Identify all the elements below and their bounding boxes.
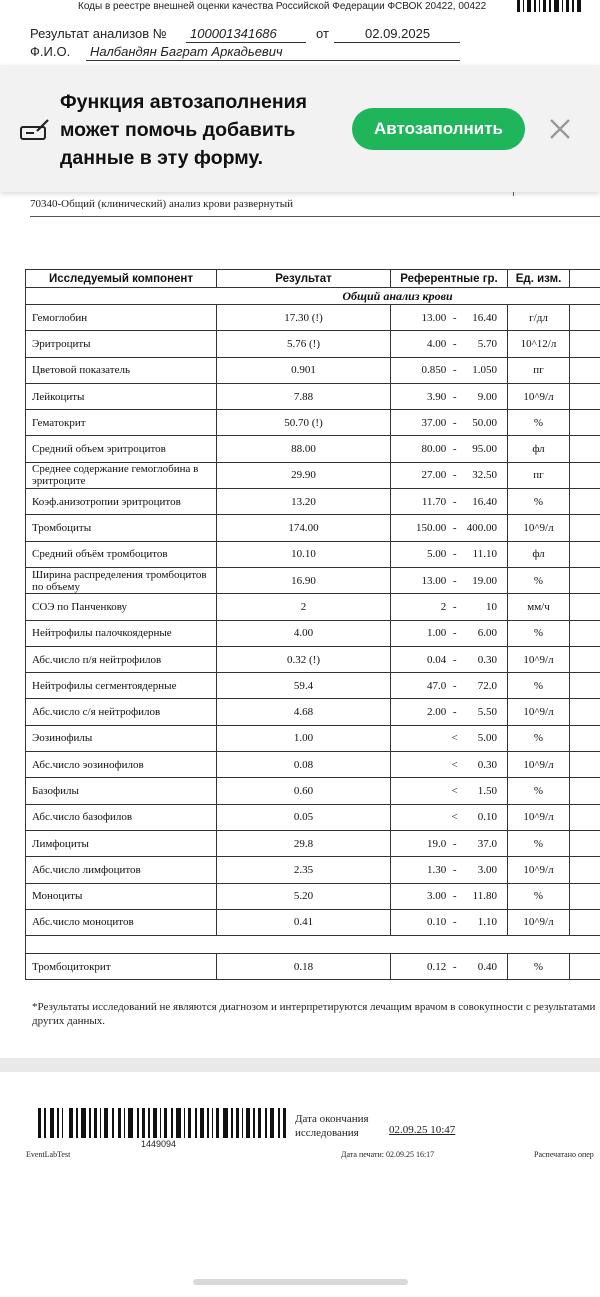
ref-low <box>414 785 446 797</box>
reference-range <box>391 541 508 567</box>
component-name: Моноциты <box>26 883 217 909</box>
component-name: Нейтрофилы палочкоядерные <box>26 620 217 646</box>
ref-sep: - <box>452 890 457 903</box>
extra-cell <box>570 883 600 909</box>
table-row <box>26 883 600 909</box>
ref-low: 2.00 <box>426 706 447 719</box>
unit: г/дл <box>508 305 570 331</box>
extra-cell <box>570 954 600 980</box>
ref-high: 5.50 <box>477 706 497 719</box>
reference-range <box>391 804 508 830</box>
extra-cell <box>570 541 600 567</box>
ref-sep: - <box>452 863 457 876</box>
reference-range <box>391 620 508 646</box>
result-label: Результат анализов № <box>30 26 167 41</box>
autofill-banner <box>0 65 600 192</box>
ref-high: 11.10 <box>472 548 497 561</box>
extra-cell <box>570 909 600 935</box>
ref-high: 0.40 <box>477 960 497 973</box>
extra-cell <box>570 357 600 383</box>
lab-name: EventLabTest <box>26 1150 71 1159</box>
result-value: 29.90 <box>217 462 391 488</box>
ref-high: 1.10 <box>477 916 497 929</box>
unit: 10^9/л <box>508 515 570 541</box>
table-row <box>26 541 600 567</box>
ref-sep: < <box>451 811 458 824</box>
unit: 10^9/л <box>508 752 570 778</box>
ref-low: 0.04 <box>426 653 447 666</box>
reference-range <box>391 305 508 331</box>
ref-high: 0.30 <box>477 758 497 771</box>
reference-range <box>391 883 508 909</box>
ref-high: 72.0 <box>477 679 497 692</box>
table-row <box>26 383 600 409</box>
unit: % <box>508 830 570 856</box>
result-number: 100001341686 <box>190 26 277 41</box>
component-name: Средний объем эритроцитов <box>26 436 217 462</box>
unit: фл <box>508 541 570 567</box>
result-value: 0.18 <box>217 954 391 980</box>
ref-high: 0.30 <box>477 653 497 666</box>
component-name: Абс.число эозинофилов <box>26 752 217 778</box>
ref-high: 37.0 <box>477 837 497 850</box>
extra-cell <box>570 830 600 856</box>
result-value: 10.10 <box>217 541 391 567</box>
ref-high: 32.50 <box>472 469 497 482</box>
component-name: Лейкоциты <box>26 383 217 409</box>
from-label: от <box>316 26 329 41</box>
result-value: 88.00 <box>217 436 391 462</box>
ref-sep: - <box>452 495 457 508</box>
ref-high: 0.10 <box>477 811 497 824</box>
header-unit: Ед. изм. <box>508 270 570 288</box>
extra-cell <box>570 567 600 593</box>
unit: 10^9/л <box>508 804 570 830</box>
ref-high: 50.00 <box>472 416 497 429</box>
extra-cell <box>570 436 600 462</box>
ref-low: 1.00 <box>426 627 447 640</box>
reference-range <box>391 699 508 725</box>
ref-high: 6.00 <box>477 627 497 640</box>
ref-low: 3.90 <box>426 390 447 403</box>
ref-sep: < <box>451 784 458 797</box>
ref-sep: < <box>451 732 458 745</box>
results-table <box>25 269 600 980</box>
barcode-number: 1449094 <box>141 1139 177 1149</box>
unit: % <box>508 778 570 804</box>
ref-sep: - <box>452 653 457 666</box>
unit: % <box>508 883 570 909</box>
table-row <box>26 620 600 646</box>
autofill-button[interactable]: Автозаполнить <box>352 108 525 150</box>
fio-label: Ф.И.О. <box>30 44 71 59</box>
reference-range <box>391 909 508 935</box>
ref-sep: - <box>452 574 457 587</box>
ref-high: 9.00 <box>477 390 497 403</box>
result-value: 50.70 (!) <box>217 410 391 436</box>
extra-cell <box>570 305 600 331</box>
ref-sep: - <box>452 706 457 719</box>
reference-range <box>391 567 508 593</box>
page-divider <box>0 1058 600 1072</box>
unit: 10^9/л <box>508 383 570 409</box>
extra-cell <box>570 673 600 699</box>
table-row <box>26 646 600 672</box>
printed-by: Распечатано опер <box>534 1150 594 1159</box>
component-name: Коэф.анизотропии эритроцитов <box>26 489 217 515</box>
ref-high: 1.050 <box>472 364 497 377</box>
extra-cell <box>570 752 600 778</box>
result-value: 17.30 (!) <box>217 305 391 331</box>
table-row <box>26 954 600 980</box>
unit: 10^9/л <box>508 909 570 935</box>
ref-high: 11.80 <box>472 890 497 903</box>
ref-low: 19.0 <box>426 837 447 850</box>
ref-low: 3.00 <box>426 890 447 903</box>
result-value: 0.901 <box>217 357 391 383</box>
extra-cell <box>570 646 600 672</box>
table-row <box>26 778 600 804</box>
end-date: 02.09.25 10:47 <box>389 1124 456 1136</box>
header-component: Исследуемый компонент <box>26 270 217 288</box>
component-name: Цветовой показатель <box>26 357 217 383</box>
section-title: Общий анализ крови <box>26 288 600 305</box>
unit: мм/ч <box>508 594 570 620</box>
unit: % <box>508 673 570 699</box>
extra-cell <box>570 410 600 436</box>
reference-range <box>391 954 508 980</box>
extra-cell <box>570 331 600 357</box>
table-row <box>26 357 600 383</box>
reference-range <box>391 646 508 672</box>
ref-high: 10 <box>486 600 497 613</box>
ref-low: 37.00 <box>421 416 447 429</box>
table-row <box>26 489 600 515</box>
ref-sep: - <box>452 627 457 640</box>
reference-range <box>391 857 508 883</box>
ref-sep: - <box>452 960 457 973</box>
barcode <box>38 1108 286 1138</box>
table-row <box>26 857 600 883</box>
result-value: 0.60 <box>217 778 391 804</box>
header-reference: Референтные гр. <box>391 270 508 288</box>
header-extra <box>570 270 600 288</box>
result-value: 2 <box>217 594 391 620</box>
result-value: 4.00 <box>217 620 391 646</box>
ref-low: 80.00 <box>421 443 447 456</box>
home-indicator[interactable] <box>193 1279 408 1285</box>
ref-sep: - <box>452 522 457 535</box>
ref-high: 400.00 <box>466 522 497 535</box>
ref-low: 13.00 <box>421 311 447 324</box>
result-value: 0.32 (!) <box>217 646 391 672</box>
ref-sep: - <box>452 416 457 429</box>
ref-low: 47.0 <box>426 679 447 692</box>
reference-range <box>391 830 508 856</box>
unit: % <box>508 567 570 593</box>
result-date: 02.09.2025 <box>365 26 431 41</box>
table-row <box>26 830 600 856</box>
reference-range <box>391 357 508 383</box>
component-name: Эозинофилы <box>26 725 217 751</box>
reference-range <box>391 515 508 541</box>
ref-sep: - <box>452 311 457 324</box>
ref-high: 16.40 <box>472 311 497 324</box>
reference-range <box>391 410 508 436</box>
component-name: Гемоглобин <box>26 305 217 331</box>
component-name: Абс.число моноцитов <box>26 909 217 935</box>
unit: % <box>508 725 570 751</box>
reference-range <box>391 331 508 357</box>
extra-cell <box>570 699 600 725</box>
ref-low: 2 <box>440 600 447 613</box>
ref-low: 0.12 <box>426 960 447 973</box>
extra-cell <box>570 594 600 620</box>
print-date: Дата печати: 02.09.25 16:17 <box>341 1150 435 1159</box>
ref-sep: < <box>451 758 458 771</box>
table-row <box>26 567 600 593</box>
ref-sep: - <box>452 916 457 929</box>
unit: пг <box>508 357 570 383</box>
underline <box>186 42 306 43</box>
ref-low: 5.00 <box>426 548 447 561</box>
component-name: Тромбоцитокрит <box>26 954 217 980</box>
extra-cell <box>570 620 600 646</box>
ref-sep: - <box>452 443 457 456</box>
underline <box>334 42 460 43</box>
unit: 10^9/л <box>508 857 570 883</box>
result-value: 5.20 <box>217 883 391 909</box>
table-row <box>26 410 600 436</box>
spacer-row <box>26 936 600 954</box>
reference-range <box>391 778 508 804</box>
table-row <box>26 462 600 488</box>
extra-cell <box>570 804 600 830</box>
ref-low: 0.850 <box>421 364 447 377</box>
table-row <box>26 436 600 462</box>
ref-low: 0.10 <box>426 916 447 929</box>
table-row <box>26 305 600 331</box>
component-name: Среднее содержание гемоглобина в эритроците <box>26 462 217 488</box>
component-name: Абс.число базофилов <box>26 804 217 830</box>
reference-range <box>391 673 508 699</box>
ref-sep: - <box>452 679 457 692</box>
component-name: СОЭ по Панченкову <box>26 594 217 620</box>
result-number-row <box>30 26 167 41</box>
component-name: Средний объём тромбоцитов <box>26 541 217 567</box>
ref-high: 5.70 <box>477 337 497 350</box>
ref-high: 19.00 <box>472 574 497 587</box>
result-value: 5.76 (!) <box>217 331 391 357</box>
section-row <box>26 288 600 305</box>
ref-sep: - <box>452 548 457 561</box>
end-date-label: Дата окончания исследования <box>295 1113 369 1139</box>
reference-range <box>391 383 508 409</box>
component-name: Базофилы <box>26 778 217 804</box>
unit: % <box>508 410 570 436</box>
autofill-message: Функция автозаполнения может помочь добавить данные в эту форму. <box>60 91 307 169</box>
table-row <box>26 673 600 699</box>
unit: 10^9/л <box>508 699 570 725</box>
result-value: 4.68 <box>217 699 391 725</box>
autofill-form-icon <box>20 119 50 141</box>
table-header <box>26 270 600 288</box>
result-value: 16.90 <box>217 567 391 593</box>
ref-low: 4.00 <box>426 337 447 350</box>
reference-range <box>391 489 508 515</box>
result-value: 174.00 <box>217 515 391 541</box>
reference-range <box>391 436 508 462</box>
extra-cell <box>570 462 600 488</box>
ref-low: 150.00 <box>415 522 447 535</box>
component-name: Ширина распределения тромбоцитов по объему <box>26 567 217 593</box>
extra-cell <box>570 778 600 804</box>
table-row <box>26 515 600 541</box>
reference-range <box>391 725 508 751</box>
patient-name: Налбандян Баграт Аркадьевич <box>90 44 283 59</box>
result-value: 0.05 <box>217 804 391 830</box>
ref-sep: - <box>452 390 457 403</box>
component-name: Тромбоциты <box>26 515 217 541</box>
ref-low: 13.00 <box>421 574 447 587</box>
service-name: 70340-Общий (клинический) анализ крови развернутый <box>30 198 294 210</box>
table-row <box>26 909 600 935</box>
component-name: Эритроциты <box>26 331 217 357</box>
ref-sep: - <box>452 600 457 613</box>
unit: % <box>508 620 570 646</box>
result-value: 59.4 <box>217 673 391 699</box>
ref-high: 3.00 <box>477 863 497 876</box>
table-row <box>26 804 600 830</box>
extra-cell <box>570 383 600 409</box>
header-result: Результат <box>217 270 391 288</box>
table-row <box>26 699 600 725</box>
table-row <box>26 752 600 778</box>
reference-range <box>391 594 508 620</box>
ref-high: 95.00 <box>472 443 497 456</box>
ref-low <box>414 811 446 823</box>
unit: пг <box>508 462 570 488</box>
result-value: 1.00 <box>217 725 391 751</box>
ref-high: 5.00 <box>477 732 497 745</box>
ref-low <box>414 732 446 744</box>
extra-cell <box>570 857 600 883</box>
unit: % <box>508 489 570 515</box>
component-name: Абс.число лимфоцитов <box>26 857 217 883</box>
table-row <box>26 331 600 357</box>
component-name: Нейтрофилы сегментоядерные <box>26 673 217 699</box>
extra-cell <box>570 725 600 751</box>
ref-sep: - <box>452 837 457 850</box>
ref-low: 1.30 <box>426 863 447 876</box>
result-value: 13.20 <box>217 489 391 515</box>
result-value: 0.41 <box>217 909 391 935</box>
quality-codes-text: Коды в реестре внешней оценки качества Российской Федерации ФСВОК 20422, 00422 <box>78 1 487 12</box>
ref-high: 16.40 <box>472 495 497 508</box>
unit: 10^9/л <box>508 646 570 672</box>
table-row <box>26 725 600 751</box>
component-name: Абс.число п/я нейтрофилов <box>26 646 217 672</box>
ref-low <box>414 759 446 771</box>
ref-sep: - <box>452 469 457 482</box>
extra-cell <box>570 489 600 515</box>
ref-sep: - <box>452 364 457 377</box>
result-value: 29.8 <box>217 830 391 856</box>
result-value: 7.88 <box>217 383 391 409</box>
component-name: Гематокрит <box>26 410 217 436</box>
unit: % <box>508 954 570 980</box>
underline <box>86 60 460 61</box>
top-barcode <box>517 0 581 12</box>
disclaimer: *Результаты исследований не являются диагнозом и интерпретируются лечащим врачом в совокупности с результатами других данных. <box>32 1001 596 1027</box>
ref-low: 27.00 <box>421 469 447 482</box>
extra-cell <box>570 515 600 541</box>
unit: фл <box>508 436 570 462</box>
ref-high: 1.50 <box>477 784 497 797</box>
reference-range <box>391 752 508 778</box>
unit: 10^12/л <box>508 331 570 357</box>
result-value: 2.35 <box>217 857 391 883</box>
table-row <box>26 594 600 620</box>
ref-sep: - <box>452 337 457 350</box>
component-name: Лимфоциты <box>26 830 217 856</box>
reference-range <box>391 462 508 488</box>
ref-low: 11.70 <box>421 495 447 508</box>
component-name: Абс.число с/я нейтрофилов <box>26 699 217 725</box>
result-value: 0.08 <box>217 752 391 778</box>
close-icon[interactable] <box>546 115 574 143</box>
